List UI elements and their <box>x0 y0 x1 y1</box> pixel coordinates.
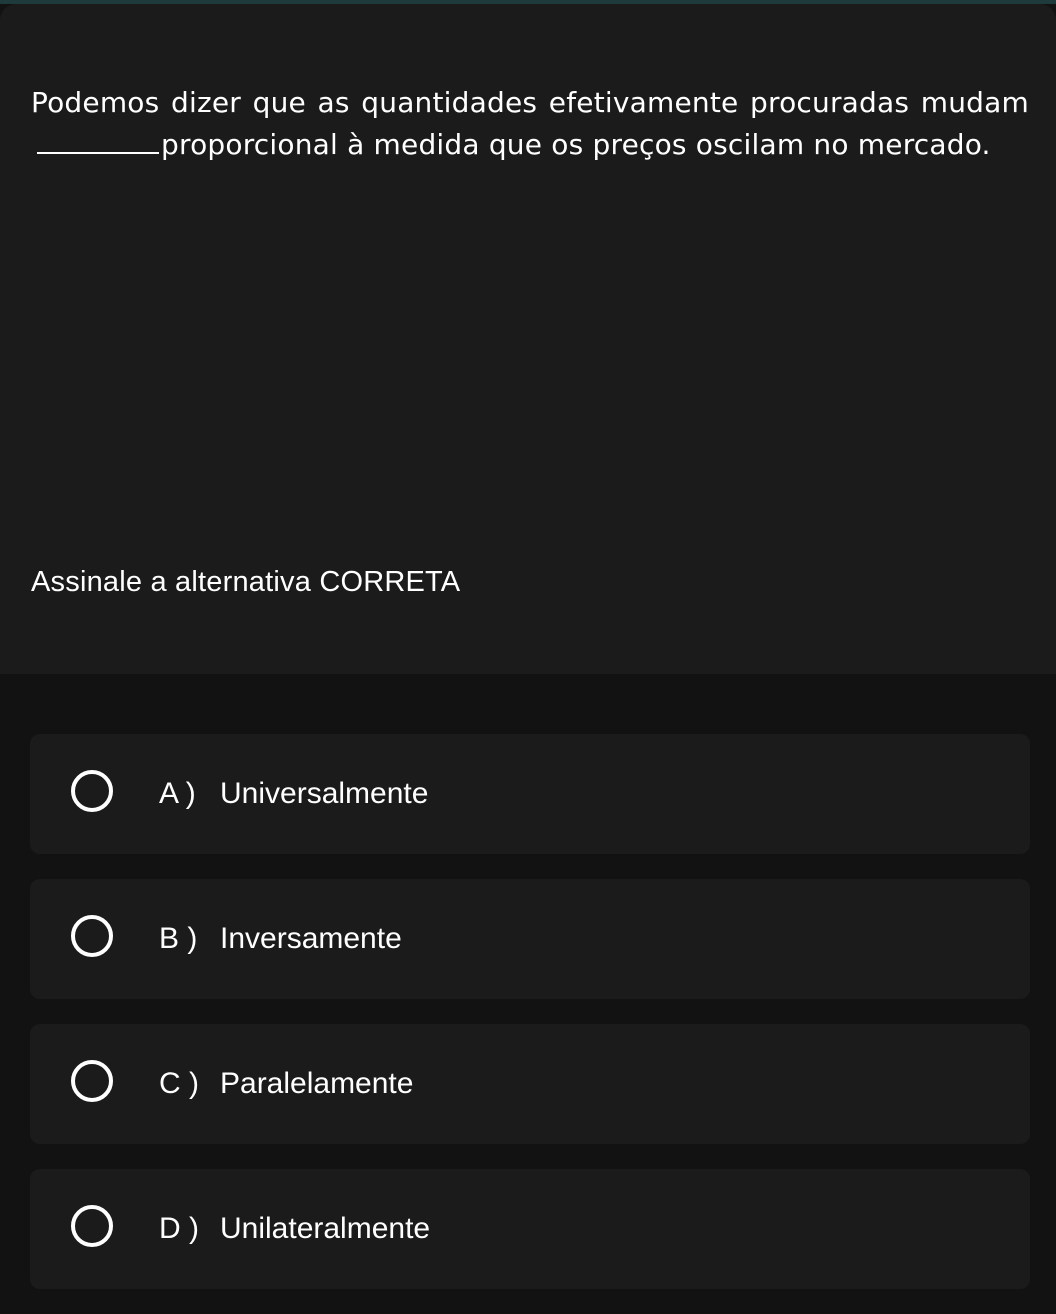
option-d[interactable] <box>30 1169 1030 1289</box>
option-label: Inversamente <box>220 922 402 955</box>
radio-icon[interactable] <box>71 1205 113 1247</box>
option-a[interactable] <box>30 734 1030 854</box>
option-label: Paralelamente <box>220 1067 414 1100</box>
instruction-text: Assinale a alternativa CORRETA <box>31 566 461 598</box>
question-text-before: Podemos dizer que as quantidades efetivamente procuradas mudam <box>31 86 1029 119</box>
option-letter: A ) <box>159 777 196 810</box>
option-letter: D ) <box>159 1212 199 1245</box>
radio-icon[interactable] <box>71 1060 113 1102</box>
option-letter: C ) <box>159 1067 199 1100</box>
option-label: Unilateralmente <box>220 1212 431 1245</box>
question-blank <box>37 126 159 154</box>
question-card <box>0 4 1056 674</box>
question-text-after: proporcional à medida que os preços oscilam no mercado. <box>161 128 991 161</box>
radio-icon[interactable] <box>71 770 113 812</box>
option-b[interactable] <box>30 879 1030 999</box>
option-letter: B ) <box>159 922 198 955</box>
option-label: Universalmente <box>220 777 429 810</box>
radio-icon[interactable] <box>71 915 113 957</box>
option-c[interactable] <box>30 1024 1030 1144</box>
question-text <box>31 82 1029 166</box>
answer-options <box>30 734 1030 1314</box>
